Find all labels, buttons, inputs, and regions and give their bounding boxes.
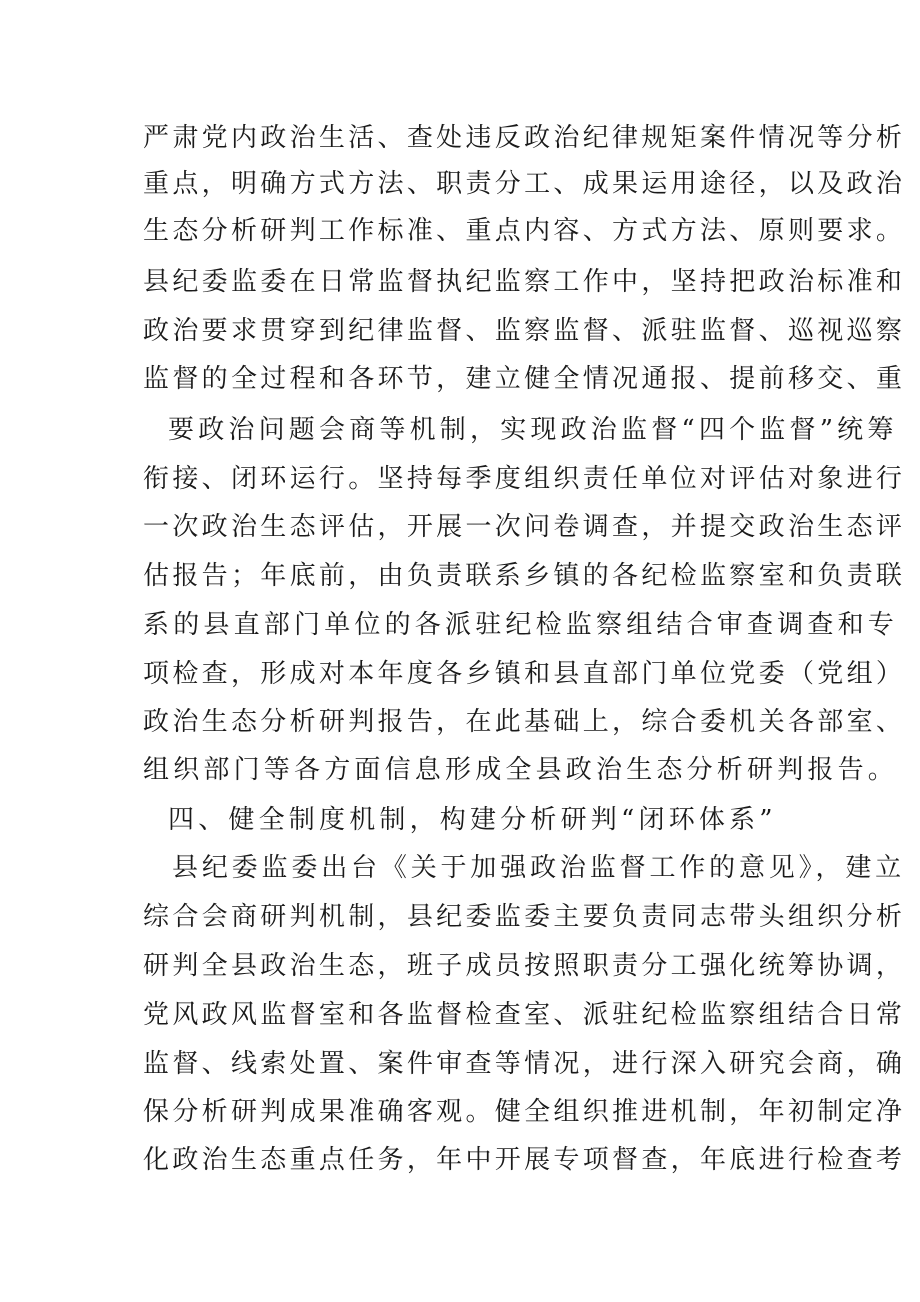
text-line-3: 生态分析研判工作标准、重点内容、方式方法、原则要求。 [143,216,906,246]
text-line-22: 化政治生态重点任务，年中开展专项督查，年底进行检查考 [143,1145,906,1175]
text-line-16: 县纪委监委出台《关于加强政治监督工作的意见》，建立 [172,853,906,883]
text-line-14: 组织部门等各方面信息形成全县政治生态分析研判报告。 [143,755,899,785]
text-line-21: 保分析研判成果准确客观。健全组织推进机制，年初制定净 [143,1097,906,1127]
text-line-1: 严肃党内政治生活、查处违反政治纪律规矩案件情况等分析 [143,123,906,153]
text-line-9: 一次政治生态评估，开展一次问卷调查，并提交政治生态评 [143,512,906,542]
section-heading: 四、健全制度机制，构建分析研判“闭环体系” [168,805,777,835]
text-line-5: 政治要求贯穿到纪律监督、监察监督、派驻监督、巡视巡察 [143,316,906,346]
text-line-12: 项检查，形成对本年度各乡镇和县直部门单位党委（党组） [143,659,906,689]
text-line-19: 党风政风监督室和各监督检查室、派驻纪检监察组结合日常 [143,1000,906,1030]
text-line-17: 综合会商研判机制，县纪委监委主要负责同志带头组织分析 [143,902,906,932]
text-line-11: 系的县直部门单位的各派驻纪检监察组结合审查调查和专 [143,610,899,640]
text-line-6: 监督的全过程和各环节，建立健全情况通报、提前移交、重 [143,364,906,394]
text-line-13: 政治生态分析研判报告，在此基础上，综合委机关各部室、 [143,707,906,737]
text-line-10: 估报告；年底前，由负责联系乡镇的各纪检监察室和负责联 [143,561,906,591]
text-line-18: 研判全县政治生态，班子成员按照职责分工强化统筹协调， [143,951,906,981]
text-line-4: 县纪委监委在日常监督执纪监察工作中，坚持把政治标准和 [143,267,906,297]
text-line-8: 衔接、闭环运行。坚持每季度组织责任单位对评估对象进行 [143,464,906,494]
text-line-20: 监督、线索处置、案件审查等情况，进行深入研究会商，确 [143,1049,906,1079]
text-line-2: 重点，明确方式方法、职责分工、成果运用途径，以及政治 [143,169,906,199]
text-line-7: 要政治问题会商等机制，实现政治监督“四个监督”统筹 [168,415,898,445]
